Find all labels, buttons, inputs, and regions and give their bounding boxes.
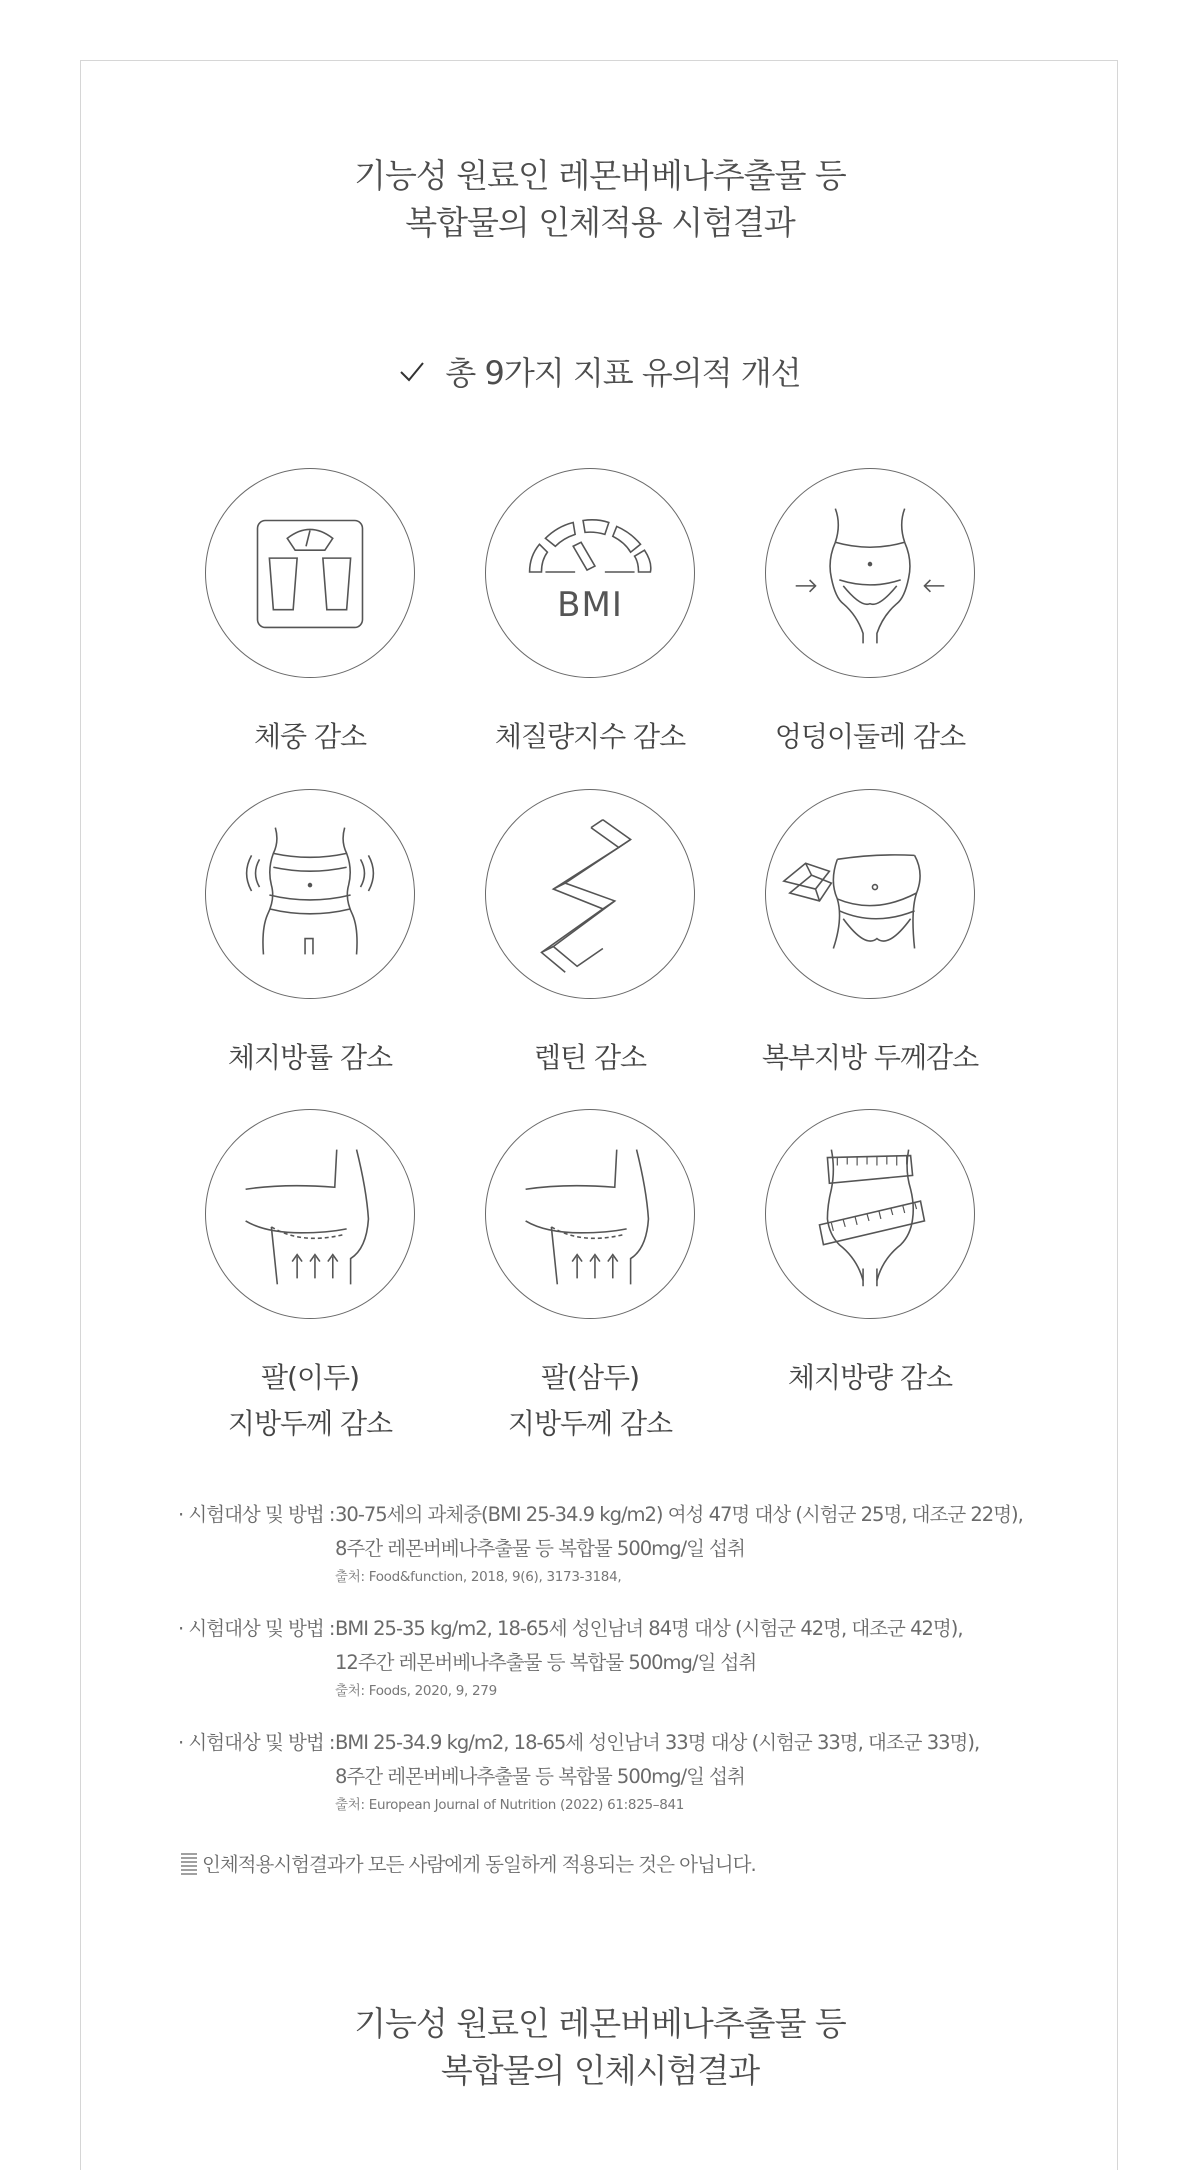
study-head: · 시험대상 및 방법 :: [178, 1503, 335, 1526]
indicator-leptin: [460, 789, 720, 1081]
indicator-label-line1: 팔(이두): [261, 1361, 359, 1394]
indicator-label: 렙틴 감소: [533, 1041, 647, 1074]
study-source: 출처: Food&function, 2018, 9(6), 3173-3184,: [335, 1569, 622, 1585]
indicator-label-line1: 팔(삼두): [541, 1361, 639, 1394]
bmi-gauge-icon: [485, 468, 695, 678]
section2-title-line1: 기능성 원료인 레몬버베나추출물 등: [354, 2004, 846, 2043]
indicator-abdominal-fat: [740, 789, 1000, 1081]
section-title-line1: 기능성 원료인 레몬버베나추출물 등: [354, 156, 846, 195]
indicator-hip: [740, 468, 1000, 760]
indicator-body-fat-rate: [180, 789, 440, 1081]
headline: [0, 350, 1200, 396]
disclaimer: [180, 1850, 756, 1880]
study-note: [178, 1612, 1078, 1702]
indicator-label: 복부지방 두께감소: [761, 1041, 979, 1074]
section2-title-line2: 복합물의 인체시험결과: [440, 2051, 760, 2090]
indicator-weight: [180, 468, 440, 760]
arm-biceps-fat-icon: [205, 1109, 415, 1319]
study-note: [178, 1726, 1078, 1816]
study-line2: 8주간 레몬버베나추출물 등 복합물 500mg/일 섭취: [335, 1765, 745, 1788]
study-line1: BMI 25-35 kg/m2, 18-65세 성인남녀 84명 대상 (시험군 42명, 대조군 42명),: [335, 1617, 963, 1640]
section-title: [0, 152, 1200, 246]
study-notes: [178, 1498, 1078, 1840]
indicator-label-line2: 지방두께 감소: [507, 1407, 673, 1440]
section2-title: [0, 2000, 1200, 2094]
indicator-arm-biceps: [180, 1109, 440, 1447]
indicator-arm-triceps: [460, 1109, 720, 1447]
scale-icon: [205, 468, 415, 678]
study-line2: 12주간 레몬버베나추출물 등 복합물 500mg/일 섭취: [335, 1651, 757, 1674]
study-note: [178, 1498, 1078, 1588]
hip-circumference-icon: [765, 468, 975, 678]
indicator-label: 엉덩이둘레 감소: [774, 720, 966, 753]
study-line1: BMI 25-34.9 kg/m2, 18-65세 성인남녀 33명 대상 (시험군 33명, 대조군 33명),: [335, 1731, 980, 1754]
arm-triceps-fat-icon: [485, 1109, 695, 1319]
checkmark-icon: [399, 361, 425, 383]
study-head: · 시험대상 및 방법 :: [178, 1731, 335, 1754]
disclaimer-text: 인체적용시험결과가 모든 사람에게 동일하게 적용되는 것은 아닙니다.: [202, 1853, 756, 1876]
study-line1: 30-75세의 과체중(BMI 25-34.9 kg/m2) 여성 47명 대상 (시험군 25명, 대조군 22명),: [335, 1503, 1023, 1526]
indicator-label: 체지방률 감소: [227, 1041, 393, 1074]
indicator-label-line2: 지방두께 감소: [227, 1407, 393, 1440]
study-source: 출처: European Journal of Nutrition (2022) 61:825–841: [335, 1797, 685, 1813]
study-source: 출처: Foods, 2020, 9, 279: [335, 1683, 497, 1699]
indicator-label: 체중 감소: [253, 720, 367, 753]
body-fat-rate-icon: [205, 789, 415, 999]
indicator-fat-mass: [740, 1109, 1000, 1401]
indicator-bmi: [460, 468, 720, 760]
leptin-ribbon-icon: [485, 789, 695, 999]
notice-lines-icon: [180, 1851, 198, 1877]
headline-text: 총 9가지 지표 유의적 개선: [445, 354, 801, 392]
bmi-icon-text: BMI: [557, 585, 623, 625]
indicator-label: 체질량지수 감소: [494, 720, 686, 753]
indicator-label: 체지방량 감소: [787, 1361, 953, 1394]
section-title-line2: 복합물의 인체적용 시험결과: [405, 203, 795, 242]
study-line2: 8주간 레몬버베나추출물 등 복합물 500mg/일 섭취: [335, 1537, 745, 1560]
abdominal-fat-icon: [765, 789, 975, 999]
study-head: · 시험대상 및 방법 :: [178, 1617, 335, 1640]
measuring-tape-waist-icon: [765, 1109, 975, 1319]
